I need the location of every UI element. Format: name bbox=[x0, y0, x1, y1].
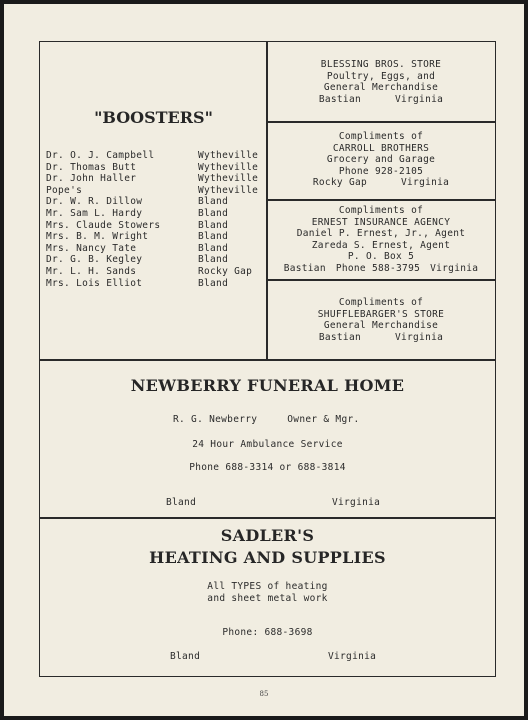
booster-name: Mrs. Claude Stowers bbox=[46, 219, 161, 231]
list-item bbox=[46, 231, 266, 243]
list-item bbox=[46, 208, 266, 220]
ad-line: General Merchandise bbox=[323, 82, 439, 93]
list-item bbox=[46, 162, 266, 174]
newberry-funeral-home-ad bbox=[39, 359, 496, 519]
list-item bbox=[46, 278, 266, 290]
ad-line: P. O. Box 5 bbox=[347, 251, 415, 262]
booster-name: Mr. L. H. Sands bbox=[46, 265, 137, 277]
ad-line: Compliments of bbox=[338, 205, 424, 216]
booster-name: Mr. Sam L. Hardy bbox=[46, 207, 143, 219]
blessing-bros-ad bbox=[266, 41, 496, 123]
booster-name: Dr. Thomas Butt bbox=[46, 161, 137, 173]
list-item bbox=[46, 254, 266, 266]
ad-line: Phone 928-2105 bbox=[338, 165, 424, 177]
booster-town: Bland bbox=[198, 231, 229, 243]
ad-line: Poultry, Eggs, and bbox=[326, 70, 436, 82]
ad-title: SADLER'S bbox=[220, 526, 315, 545]
ad-title: HEATING AND SUPPLIES bbox=[149, 548, 386, 567]
ad-line: General Merchandise bbox=[323, 320, 439, 331]
booster-name: Mrs. Nancy Tate bbox=[46, 242, 137, 254]
booster-name: Dr. O. J. Campbell bbox=[46, 150, 155, 161]
booster-town: Bland bbox=[198, 254, 229, 266]
booster-name: Dr. John Haller bbox=[46, 173, 137, 185]
booster-town: Wytheville bbox=[198, 161, 259, 173]
page bbox=[4, 4, 524, 716]
ad-line: Bastian Virginia bbox=[318, 331, 444, 343]
ad-line: ERNEST INSURANCE AGENCY bbox=[311, 216, 451, 228]
booster-name: Dr. G. B. Kegley bbox=[46, 254, 143, 266]
ad-line: and sheet metal work bbox=[207, 593, 328, 604]
list-item bbox=[46, 243, 266, 255]
list-item bbox=[46, 185, 266, 197]
booster-town: Rocky Gap bbox=[198, 265, 253, 277]
ernest-insurance-ad bbox=[266, 199, 496, 281]
ad-line: R. G. Newberry Owner & Mgr. bbox=[173, 414, 360, 425]
booster-name: Dr. W. R. Dillow bbox=[46, 196, 143, 208]
ad-state: Virginia bbox=[328, 651, 377, 662]
ad-line: Daniel P. Ernest, Jr., Agent bbox=[296, 228, 466, 239]
booster-town: Wytheville bbox=[198, 184, 259, 196]
list-item bbox=[46, 196, 266, 208]
booster-name: Mrs. B. M. Wright bbox=[46, 231, 149, 243]
ad-line: Phone 688-3314 or 688-3814 bbox=[189, 462, 346, 473]
booster-town: Bland bbox=[198, 219, 229, 231]
ad-line: BLESSING BROS. STORE bbox=[320, 59, 442, 70]
ad-line: SHUFFLEBARGER'S STORE bbox=[317, 308, 445, 320]
booster-town: Bland bbox=[198, 242, 229, 254]
booster-town: Wytheville bbox=[198, 150, 259, 161]
ad-line: 24 Hour Ambulance Service bbox=[192, 439, 343, 450]
list-item bbox=[46, 173, 266, 185]
boosters-title: "BOOSTERS" bbox=[94, 108, 213, 127]
ad-line: Zareda S. Ernest, Agent bbox=[311, 239, 451, 251]
ad-line: Compliments of bbox=[338, 131, 424, 142]
carroll-brothers-ad bbox=[266, 121, 496, 201]
ad-line: Rocky Gap Virginia bbox=[312, 177, 450, 188]
ad-line: Compliments of bbox=[338, 297, 424, 308]
booster-town: Bland bbox=[198, 277, 229, 289]
booster-town: Bland bbox=[198, 196, 229, 208]
ad-line: CARROLL BROTHERS bbox=[332, 142, 430, 154]
boosters-box bbox=[39, 41, 268, 361]
ad-line: Bastian Virginia bbox=[318, 93, 444, 105]
ad-line: Bastian Phone 588-3795 Virginia bbox=[283, 262, 479, 274]
list-item bbox=[46, 266, 266, 278]
page-number: 85 bbox=[259, 690, 269, 698]
ad-line: Grocery and Garage bbox=[326, 154, 436, 165]
booster-town: Bland bbox=[198, 207, 229, 219]
list-item bbox=[46, 150, 266, 162]
ad-title: NEWBERRY FUNERAL HOME bbox=[130, 376, 405, 395]
booster-town: Wytheville bbox=[198, 173, 259, 185]
ad-line: Phone: 688-3698 bbox=[222, 627, 313, 638]
shufflebarger-store-ad bbox=[266, 279, 496, 361]
boosters-list bbox=[46, 150, 266, 289]
ad-city: Bland bbox=[166, 497, 197, 508]
ad-line: All TYPES of heating bbox=[207, 581, 328, 592]
ad-state: Virginia bbox=[332, 497, 381, 508]
ad-city: Bland bbox=[170, 651, 201, 662]
list-item bbox=[46, 220, 266, 232]
sadlers-heating-ad bbox=[39, 517, 496, 677]
booster-name: Mrs. Lois Elliot bbox=[46, 277, 143, 289]
booster-name: Pope's bbox=[46, 184, 83, 196]
